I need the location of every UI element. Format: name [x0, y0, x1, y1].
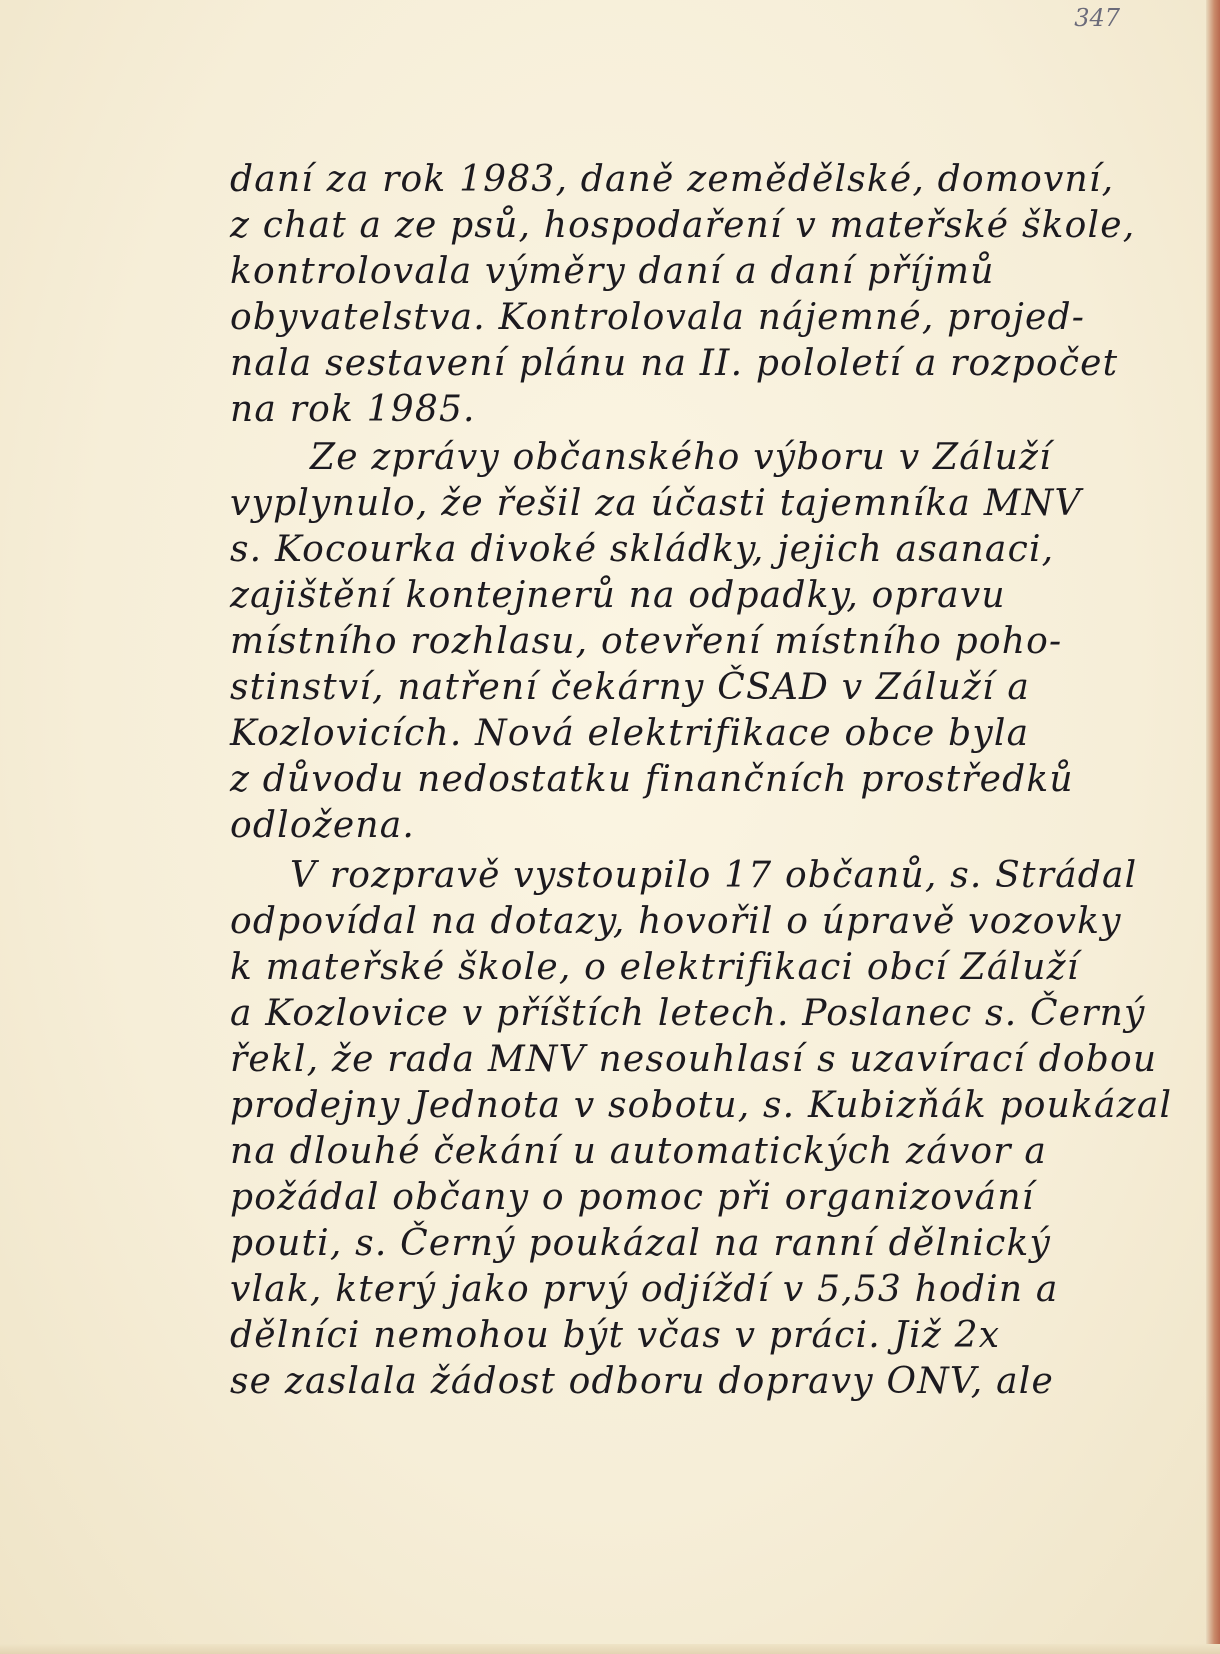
text-line: se zaslala žádost odboru dopravy ONV, ale [230, 1361, 1054, 1402]
page-bottom-edge [0, 1644, 1220, 1654]
text-line: vyplynulo, že řešil za účasti tajemníka MNV [230, 483, 1082, 524]
text-line: odložena. [230, 805, 416, 846]
text-line: s. Kocourka divoké skládky, jejich asanaci, [230, 529, 1055, 570]
text-line: z důvodu nedostatku finančních prostředků [230, 759, 1074, 800]
page-edge [1206, 0, 1220, 1654]
text-line: k mateřské škole, o elektrifikaci obcí Záluží [230, 947, 1080, 988]
text-line: daní za rok 1983, daně zemědělské, domovní, [230, 159, 1115, 200]
text-line: požádal občany o pomoc při organizování [230, 1177, 1035, 1218]
text-line: kontrolovala výměry daní a daní příjmů [230, 251, 995, 292]
text-line: na dlouhé čekání u automatických závor a [230, 1131, 1047, 1172]
text-line: obyvatelstva. Kontrolovala nájemné, projed- [230, 297, 1086, 338]
page-number: 347 [1074, 4, 1120, 32]
text-line: místního rozhlasu, otevření místního poho- [230, 621, 1063, 662]
text-line: dělníci nemohou být včas v práci. Již 2x [230, 1315, 1001, 1356]
text-line: zajištění kontejnerů na odpadky, opravu [230, 575, 1006, 616]
text-line: řekl, že rada MNV nesouhlasí s uzavírací dobou [230, 1039, 1158, 1080]
text-line: na rok 1985. [230, 389, 476, 430]
text-line: nala sestavení plánu na II. pololetí a rozpočet [230, 343, 1119, 384]
text-line: pouti, s. Černý poukázal na ranní dělnický [230, 1223, 1052, 1264]
text-line: stinství, natření čekárny ČSAD v Záluží a [230, 667, 1031, 708]
text-line: odpovídal na dotazy, hovořil o úpravě vozovky [230, 901, 1122, 942]
text-line: Ze zprávy občanského výboru v Záluží [310, 437, 1052, 478]
text-line: Kozlovicích. Nová elektrifikace obce byla [230, 713, 1030, 754]
text-line: z chat a ze psů, hospodaření v mateřské škole, [230, 205, 1136, 246]
text-line: V rozpravě vystoupilo 17 občanů, s. Strádal [290, 855, 1138, 896]
text-line: prodejny Jednota v sobotu, s. Kubizňák poukázal [230, 1085, 1173, 1126]
text-line: a Kozlovice v příštích letech. Poslanec s. Černý [230, 993, 1146, 1034]
text-line: vlak, který jako prvý odjíždí v 5,53 hodin a [230, 1269, 1059, 1310]
